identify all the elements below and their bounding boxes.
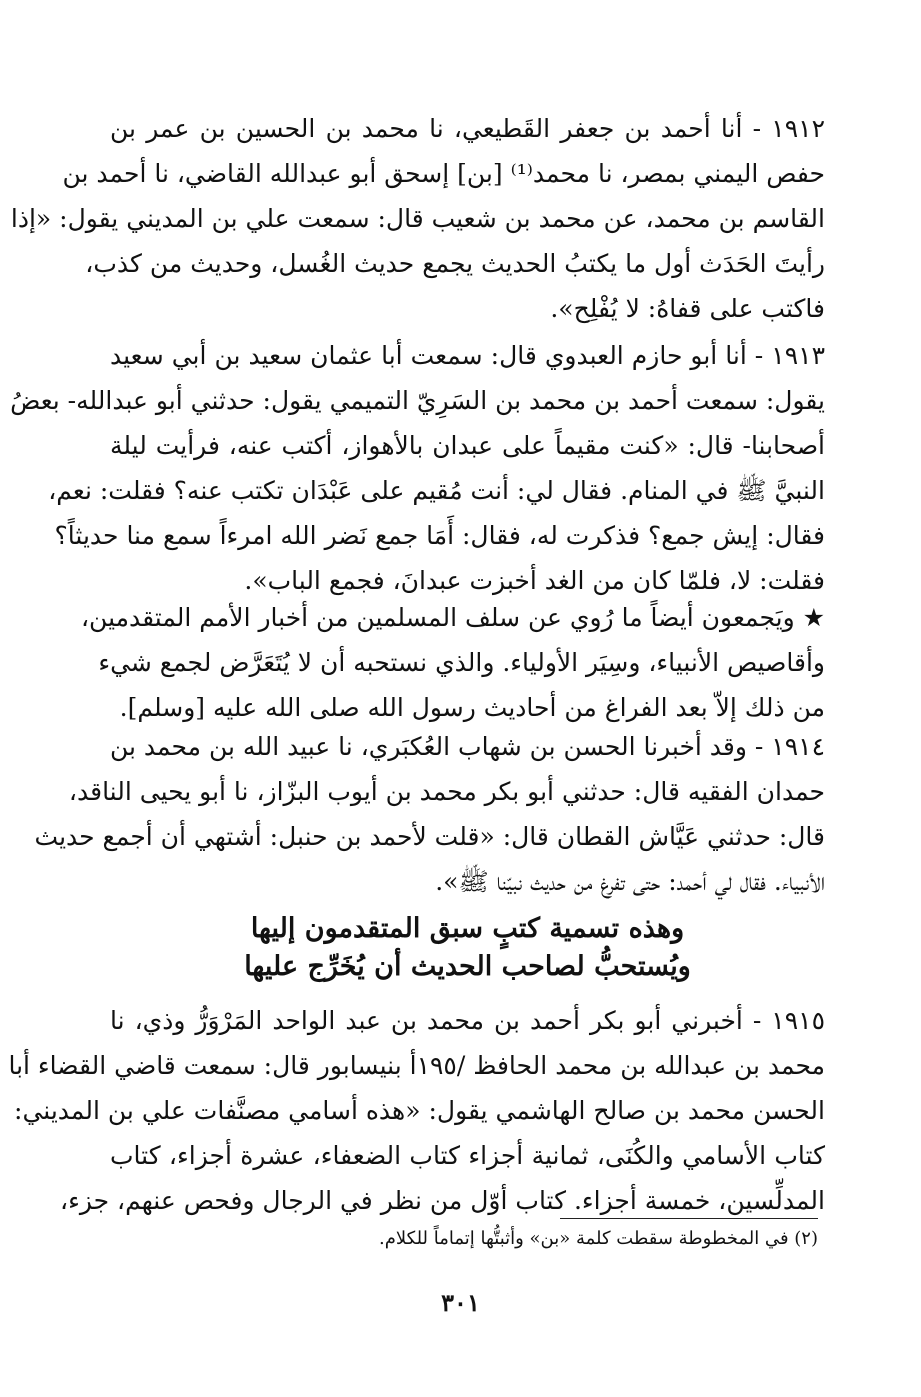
section-heading-line-2: ويُستحبُّ لصاحب الحديث أن يُخَرِّج عليها: [244, 951, 691, 982]
text-line: ١٩١٢ - أنا أحمد بن جعفر القَطيعي، نا محمد بن الحسين بن عمر بن: [110, 114, 825, 143]
footnote-divider: [560, 1218, 818, 1219]
paragraph-1912: [10, 106, 825, 331]
text-line: يقول: سمعت أحمد بن محمد بن السَرِيّ التميمي يقول: حدثني أبو عبدالله- بعضُ: [10, 386, 825, 415]
text-line: الأنبياء. فقال لي أحمد: حتى تفرغ من حديث نبيّنا ﷺ».: [435, 867, 825, 896]
text-line: حمدان الفقيه قال: حدثني أبو بكر محمد بن أيوب البزّاز، نا أبو يحيى الناقد،: [68, 777, 825, 806]
text-line: ★ ويَجمعون أيضاً ما رُوي عن سلف المسلمين من أخبار الأمم المتقدمين،: [80, 603, 825, 632]
text-line: فاكتب على قفاهُ: لا يُفْلِح».: [550, 294, 825, 323]
paragraph-1915: [8, 998, 825, 1223]
text-line: محمد بن عبدالله بن محمد الحافظ /١٩٥أ بنيسابور قال: سمعت قاضي القضاء أبا: [8, 1051, 825, 1080]
text-line: من ذلك إلاّ بعد الفراغ من أحاديث رسول الله صلى الله عليه [وسلم].: [119, 693, 825, 722]
text-line: قال: حدثني عَيَّاش القطان قال: «قلت لأحمد بن حنبل: أشتهي أن أجمع حديث: [34, 822, 825, 851]
page-number: ٣٠١: [441, 1288, 480, 1317]
text-line: ١٩١٤ - وقد أخبرنا الحسن بن شهاب العُكبَري، نا عبيد الله بن محمد بن: [109, 732, 825, 761]
text-line: رأيتَ الحَدَث أول ما يكتبُ الحديث يجمع حديث الغُسل، وحديث من كذب،: [85, 249, 825, 278]
paragraph-1914: [34, 724, 825, 904]
text-line: كتاب الأسامي والكُنَى، ثمانية أجزاء كتاب الضعفاء، عشرة أجزاء، كتاب: [110, 1141, 825, 1170]
footnote: (٢) في المخطوطة سقطت كلمة «بن» وأثبتُّها إتماماً للكلام.: [379, 1228, 818, 1249]
text-line: المدلِّسين، خمسة أجزاء. كتاب أوّل من نظر في الرجال وفحص عنهم، جزء،: [60, 1186, 825, 1215]
paragraph-note-star: [80, 595, 825, 730]
text-line: الحسن محمد بن صالح الهاشمي يقول: «هذه أسامي مصنَّفات علي بن المديني:: [14, 1096, 825, 1125]
text-line: فقلت: لا، فلمّا كان من الغد أخبزت عبدانَ، فجمع الباب».: [244, 566, 825, 595]
text-line: أصحابنا- قال: «كنت مقيماً على عبدان بالأهواز، أكتب عنه، فرأيت ليلة: [110, 431, 825, 460]
text-line: حفص اليمني بمصر، نا محمد⁽¹⁾ [بن] إسحق أبو عبدالله القاضي، نا أحمد بن: [62, 159, 825, 188]
text-line: فقال: إيش جمع؟ فذكرت له، فقال: أَمَا جمع نَضر الله امرءاً سمع منا حديثاً؟: [54, 521, 825, 550]
text-line: ١٩١٥ - أخبرني أبو بكر أحمد بن محمد بن عبد الواحد المَرْوَرُّ وذي، نا: [110, 1006, 825, 1035]
text-line: وأقاصيص الأنبياء، وسِيَر الأولياء. والذي نستحبه أن لا يُتَعَرَّض لجمع شيء: [98, 648, 825, 677]
paragraph-1913: [10, 333, 825, 603]
text-line: القاسم بن محمد، عن محمد بن شعيب قال: سمعت علي بن المديني يقول: «إذا: [10, 204, 825, 233]
section-heading-line-1: وهذه تسمية كتبٍ سبق المتقدمون إليها: [250, 913, 685, 944]
text-line: النبيَّ ﷺ في المنام. فقال لي: أنت مُقيم على عَبْدَان تكتب عنه؟ فقلت: نعم،: [48, 476, 825, 505]
text-line: ١٩١٣ - أنا أبو حازم العبدوي قال: سمعت أبا عثمان سعيد بن أبي سعيد: [110, 341, 825, 370]
